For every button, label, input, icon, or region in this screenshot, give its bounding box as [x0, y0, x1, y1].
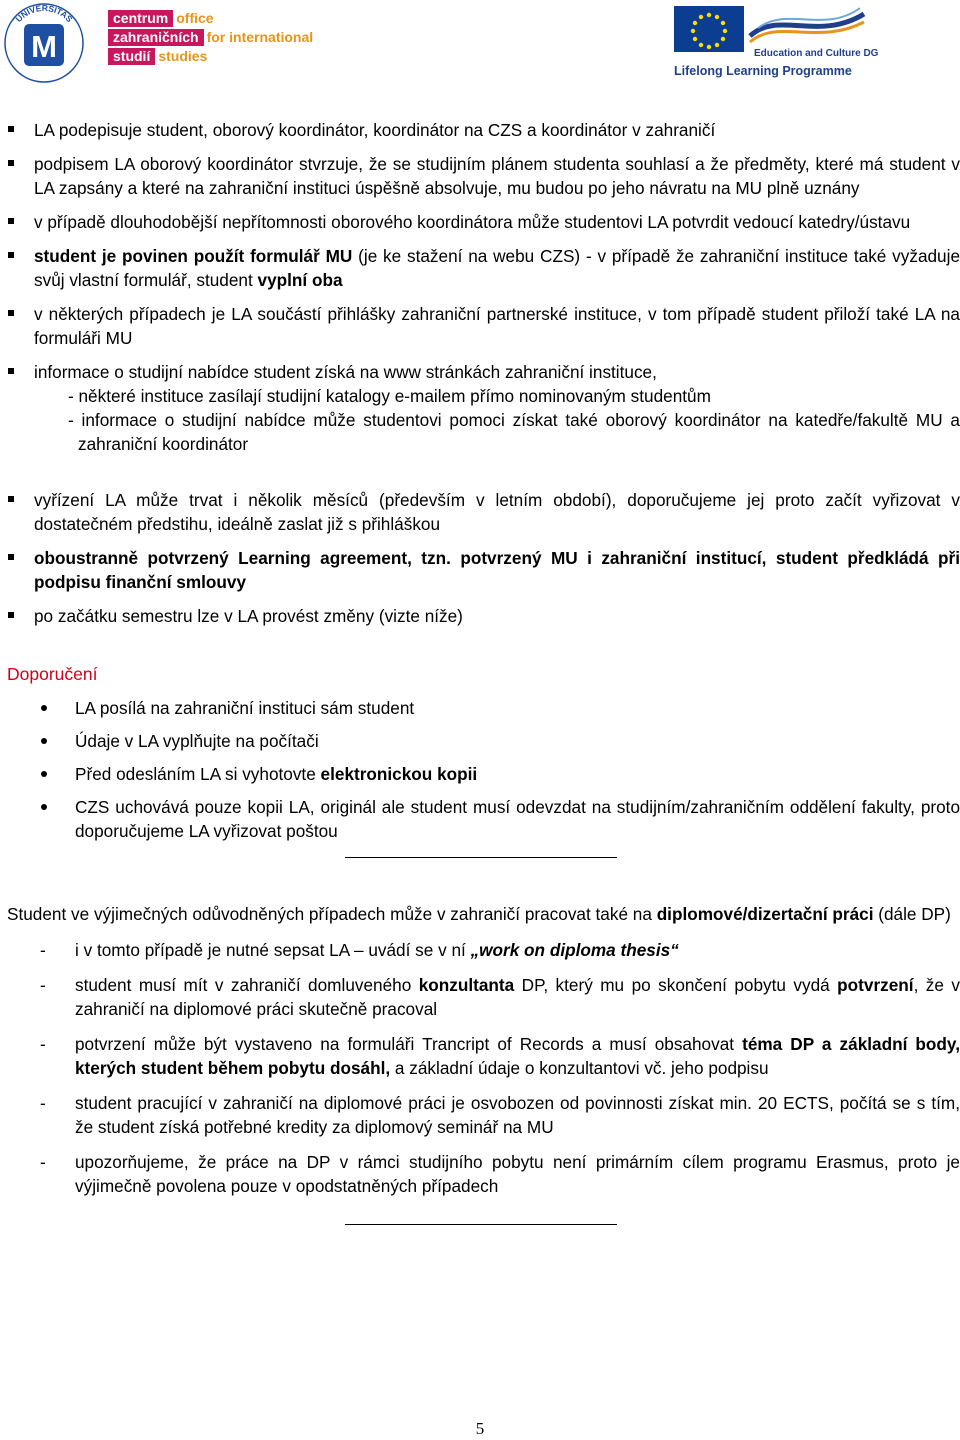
eu-programme-label: Lifelong Learning Programme	[674, 64, 852, 78]
czs-logo-en: studies	[158, 48, 208, 64]
masaryk-university-logo	[3, 2, 85, 84]
processing-list	[7, 488, 960, 628]
thesis-intro-paragraph	[7, 902, 960, 926]
text-run: potvrzení může být vystaveno na formuláři Trancript of Records a musí obsahovat	[75, 1034, 743, 1054]
czs-logo-row	[108, 10, 313, 27]
thesis-item	[7, 1150, 960, 1198]
text-run: student pracující v zahraničí na diplomové práci je osvobozen od povinnosti získat min. 20 ECTS, počítá se s tím, že student získá potřebné kredity za diplomový seminář na MU	[75, 1093, 960, 1137]
list-item	[7, 210, 960, 234]
czs-logo-en: office	[176, 10, 214, 26]
sub-item: - některé instituce zasílají studijní katalogy e-mailem přímo nominovaným studentům	[68, 386, 711, 406]
text-run: v případě dlouhodobější nepřítomnosti oborového koordinátora může studentovi LA potvrdit vedoucí katedry/ústavu	[34, 212, 911, 232]
text-run: Před odesláním LA si vyhotovte	[75, 764, 321, 784]
text-run: téma DP a základní body, kterých student během pobytu dosáhl,	[75, 1034, 960, 1078]
list-item	[7, 118, 960, 142]
czs-logo-row	[108, 48, 313, 65]
text-run: student musí mít v zahraničí domluveného	[75, 975, 419, 995]
eu-flag-icon	[674, 6, 744, 52]
text-run: potvrzení	[837, 975, 914, 995]
czs-logo	[108, 10, 313, 67]
text-run: a základní údaje o konzultantovi vč. jeho podpisu	[390, 1058, 769, 1078]
mu-logo-letter: M	[31, 29, 57, 64]
text-run: student je povinen použít formulář MU	[34, 246, 353, 266]
eu-dg-label: Education and Culture DG	[754, 48, 879, 59]
text-run: CZS uchovává pouze kopii LA, originál ale student musí odevzdat na studijním/zahraničním oddělení fakulty, proto doporučujeme LA vyřizovat poštou	[75, 797, 960, 841]
czs-logo-cz: studií	[108, 48, 155, 65]
text-run: LA podepisuje student, oborový koordinátor, koordinátor na CZS a koordinátor v zahraničí	[34, 120, 716, 140]
thesis-list	[7, 938, 960, 1198]
text-run: elektronickou kopii	[320, 764, 478, 784]
text-run: podpisem LA oborový koordinátor stvrzuje, že se studijním plánem studenta souhlasí a že předměty, které má student v LA zapsány a které na zahraniční instituci úspěšně absolvuje, mu budou po jeho návratu na MU plně uznány	[34, 154, 960, 198]
list-item	[7, 152, 960, 200]
recommendation-item	[7, 729, 960, 753]
recommendations-heading: Doporučení	[7, 664, 98, 684]
text-run: diplomové/dizertační práci	[656, 904, 874, 924]
thesis-item	[7, 938, 960, 962]
list-item	[7, 488, 960, 536]
text-run: , že v zahraničí na diplomové práci skutečně pracoval	[75, 975, 960, 1019]
learning-agreement-list	[7, 118, 960, 456]
text-run: „work on diploma thesis“	[470, 940, 679, 960]
czs-logo-cz: zahraničních	[108, 29, 204, 46]
text-run: oboustranně potvrzený Learning agreement, tzn. potvrzený MU i zahraniční institucí, student předkládá při podpisu finanční smlouvy	[34, 548, 960, 592]
page-header	[0, 0, 960, 95]
czs-logo-row	[108, 29, 313, 46]
list-item	[7, 604, 960, 628]
thesis-item	[7, 973, 960, 1021]
text-run: i v tomto případě je nutné sepsat LA – uvádí se v ní	[75, 940, 471, 960]
thesis-item	[7, 1091, 960, 1139]
recommendation-item	[7, 762, 960, 786]
section-divider	[345, 857, 617, 858]
text-run: (dále DP)	[873, 904, 951, 924]
list-item	[7, 302, 960, 350]
text-run: konzultanta	[418, 975, 515, 995]
recommendation-item	[7, 795, 960, 843]
text-run: informace o studijní nabídce student získá na www stránkách zahraniční instituce,	[34, 362, 657, 382]
czs-logo-cz: centrum	[108, 10, 173, 27]
svg-text:UNIVERSITAS: UNIVERSITAS	[13, 2, 75, 25]
mu-seal-icon	[3, 2, 85, 84]
eu-lifelong-learning-logo	[672, 4, 879, 82]
text-run: po začátku semestru lze v LA provést změny (vizte níže)	[34, 606, 463, 626]
section-divider	[345, 1224, 617, 1225]
text-run: Student ve výjimečných odůvodněných případech může v zahraničí pracovat také na	[7, 904, 657, 924]
text-run: v některých případech je LA součástí přihlášky zahraniční partnerské instituce, v tom případě student přiloží také LA na formuláři MU	[34, 304, 960, 348]
text-run: LA posílá na zahraniční instituci sám student	[75, 698, 415, 718]
text-run: Údaje v LA vyplňujte na počítači	[75, 731, 319, 751]
eu-banner-graphic-icon	[748, 6, 866, 46]
recommendations-list	[7, 696, 960, 843]
list-item	[7, 546, 960, 594]
list-item	[7, 360, 960, 456]
text-run: vyplní oba	[257, 270, 343, 290]
thesis-item	[7, 1032, 960, 1080]
text-run: (je ke stažení na webu CZS) - v případě že zahraniční instituce také vyžaduje svůj vlastní formulář, student	[34, 246, 960, 290]
sub-item: - informace o studijní nabídce může studentovi pomoci získat také oborový koordinátor na katedře/fakultě MU a zahraniční koordinátor	[68, 410, 960, 454]
page-number: 5	[475, 1419, 485, 1438]
text-run: vyřízení LA může trvat i několik měsíců (především v letním období), doporučujeme jej proto začít vyřizovat v dostatečném předstihu, ideálně zaslat již s přihláškou	[34, 490, 960, 534]
czs-logo-en: for international	[206, 29, 314, 45]
text-run: DP, který mu po skončení pobytu vydá	[514, 975, 838, 995]
list-item	[7, 244, 960, 292]
recommendation-item	[7, 696, 960, 720]
document-body	[7, 118, 960, 1225]
text-run: upozorňujeme, že práce na DP v rámci studijního pobytu není primárním cílem programu Erasmus, proto je výjimečně povolena pouze v opodstatněných případech	[75, 1152, 960, 1196]
